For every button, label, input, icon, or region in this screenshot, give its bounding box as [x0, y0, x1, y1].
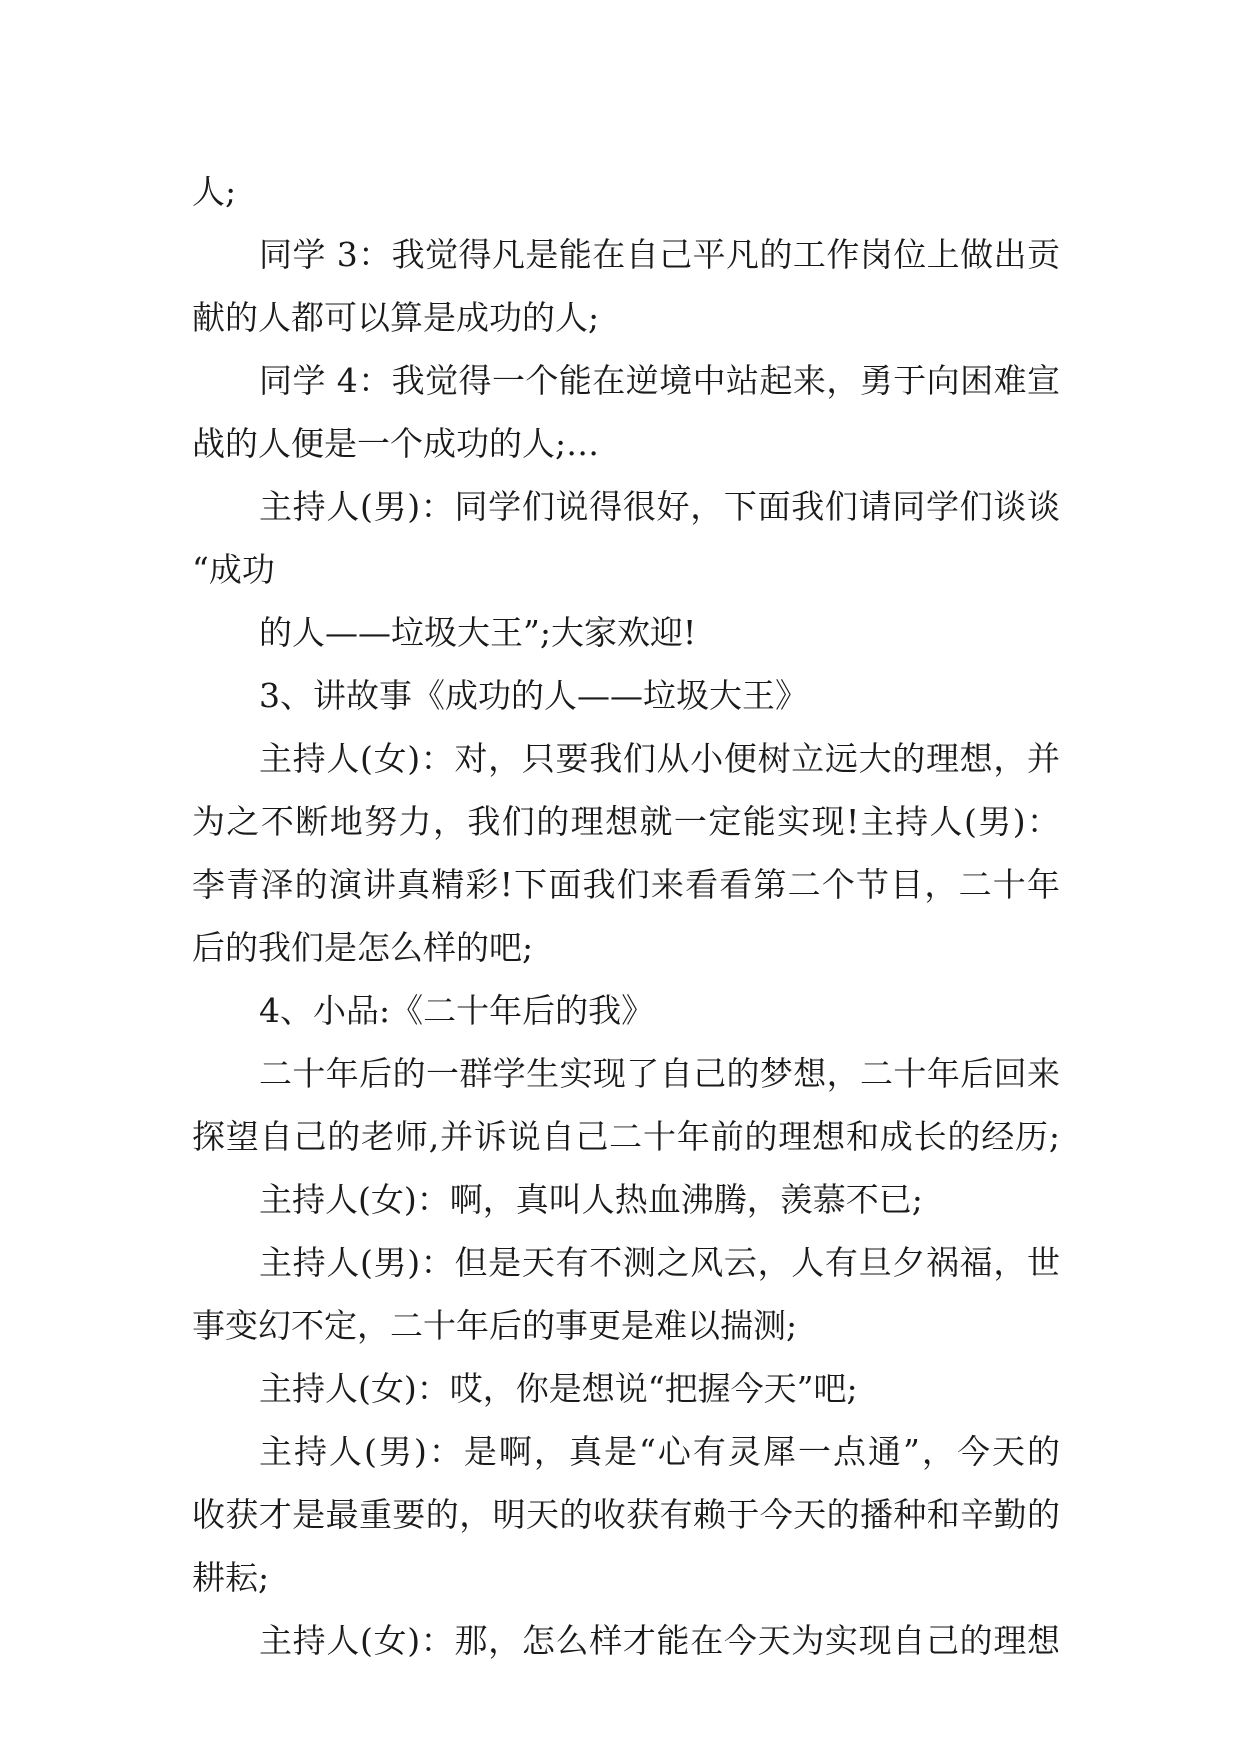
- text-line: 同学 3：我觉得凡是能在自己平凡的工作岗位上做出贡: [259, 235, 1060, 274]
- text-line: 耕耘;: [192, 1558, 270, 1597]
- text-line: 李青泽的演讲真精彩!下面我们来看看第二个节目，二十年: [192, 865, 1060, 904]
- text-line: 人;: [192, 172, 237, 211]
- text-line: 战的人便是一个成功的人;…: [192, 424, 600, 463]
- text-line: 主持人(男)：是啊，真是“心有灵犀一点通”，今天的: [259, 1432, 1060, 1471]
- text-line: “成功: [192, 550, 275, 589]
- text-line: 主持人(男)：同学们说得很好，下面我们请同学们谈谈: [259, 487, 1060, 526]
- text-line: 主持人(女)：啊，真叫人热血沸腾，羡慕不已;: [259, 1180, 923, 1219]
- document-body: [192, 160, 1060, 1672]
- text-line: 后的我们是怎么样的吧;: [192, 928, 534, 967]
- text-line: 同学 4：我觉得一个能在逆境中站起来，勇于向困难宣: [259, 361, 1060, 400]
- text-line: 主持人(女)：哎，你是想说“把握今天”吧;: [259, 1369, 858, 1408]
- text-line: 献的人都可以算是成功的人;: [192, 298, 600, 337]
- text-line: 主持人(女)：对，只要我们从小便树立远大的理想，并: [259, 739, 1060, 778]
- text-line: 主持人(男)：但是天有不测之风云，人有旦夕祸福，世: [259, 1243, 1060, 1282]
- text-line: 3、讲故事《成功的人——垃圾大王》: [259, 676, 808, 715]
- text-line: 的人——垃圾大王”;大家欢迎!: [259, 613, 697, 652]
- text-line: 为之不断地努力，我们的理想就一定能实现!主持人(男)：: [192, 802, 1060, 841]
- text-line: 4、小品:《二十年后的我》: [259, 991, 655, 1030]
- text-line: 事变幻不定，二十年后的事更是难以揣测;: [192, 1306, 798, 1345]
- text-line: 收获才是最重要的，明天的收获有赖于今天的播种和辛勤的: [192, 1495, 1060, 1534]
- text-line: 探望自己的老师,并诉说自己二十年前的理想和成长的经历;: [192, 1117, 1060, 1156]
- text-line: 主持人(女)：那，怎么样才能在今天为实现自己的理想: [259, 1621, 1060, 1660]
- text-line: 二十年后的一群学生实现了自己的梦想，二十年后回来: [259, 1054, 1060, 1093]
